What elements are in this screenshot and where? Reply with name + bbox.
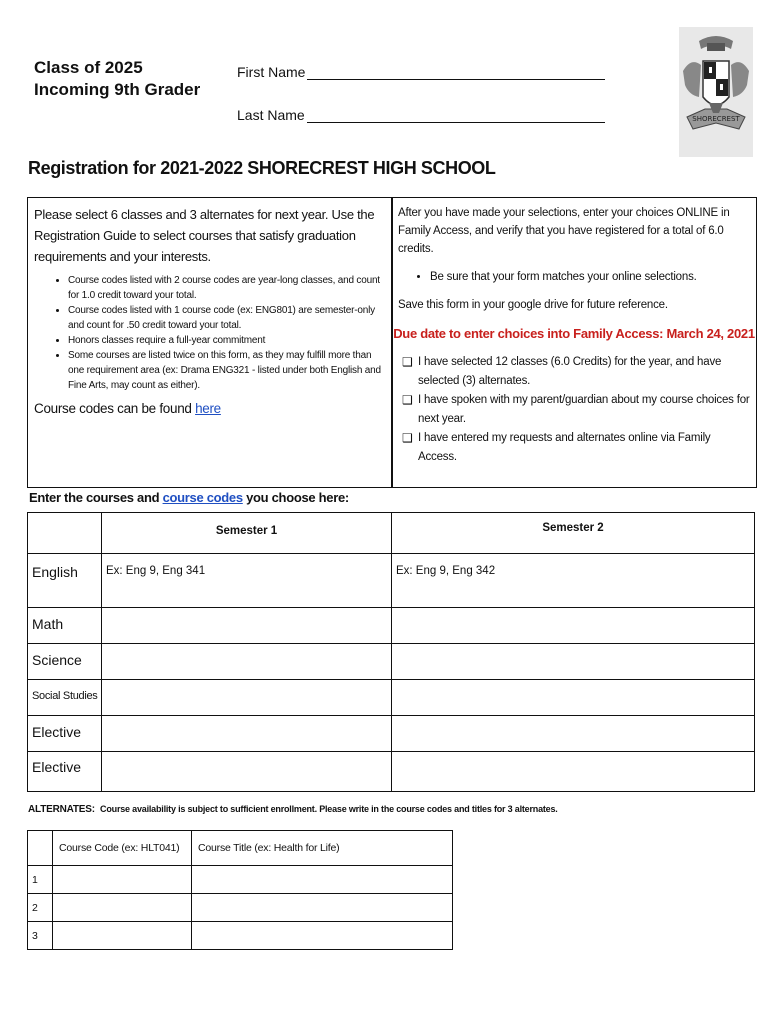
- table-row: [28, 644, 755, 680]
- svg-text:SHORECREST: SHORECREST: [692, 115, 740, 123]
- checklist-item[interactable]: ❑ I have spoken with my parent/guardian about my course choices for next year.: [402, 391, 750, 429]
- grade-line: Incoming 9th Grader: [34, 80, 201, 99]
- subject-label: English: [28, 554, 102, 608]
- alt-row: [28, 866, 453, 894]
- table-row: [28, 608, 755, 644]
- bullet-item: • Some courses are listed twice on this form, as they may fulfill more than one requirement area (ex: Drama ENG321 - listed under both English and Fine Arts, may count as either).: [68, 348, 384, 393]
- checklist: [392, 353, 756, 467]
- submission-bullets: [392, 268, 756, 286]
- alt-course-code-cell[interactable]: [53, 894, 192, 922]
- alternates-note: Course availability is subject to sufficient enrollment. Please write in the course codes and titles for 3 alternates.: [100, 804, 558, 814]
- checkbox-icon[interactable]: ❑: [402, 431, 413, 445]
- semester-2-cell[interactable]: [392, 716, 755, 752]
- table-header-row: [28, 513, 755, 554]
- bullet-item: • Honors classes require a full-year commitment: [68, 333, 384, 348]
- course-code-header: Course Code (ex: HLT041): [53, 831, 192, 866]
- class-line: Class of 2025: [34, 58, 143, 77]
- table-header-blank: [28, 513, 102, 554]
- semester-2-cell[interactable]: [392, 752, 755, 792]
- submission-intro: After you have made your selections, enter your choices ONLINE in Family Access, and verify that you have registered for a total of 6.0 credits.: [398, 207, 730, 255]
- alt-row: [28, 894, 453, 922]
- last-name-label: Last Name: [237, 107, 305, 123]
- alt-row-number: 2: [28, 894, 53, 922]
- course-codes-link[interactable]: course codes: [162, 490, 243, 505]
- table-row: [28, 752, 755, 792]
- last-name-field[interactable]: [307, 108, 605, 123]
- subject-label: Elective: [28, 716, 102, 752]
- checklist-item[interactable]: ❑ I have entered my requests and alternates online via Family Access.: [402, 429, 750, 467]
- table-row: [28, 716, 755, 752]
- semester-1-cell[interactable]: [102, 608, 392, 644]
- last-name-row: [237, 107, 605, 123]
- alt-course-title-cell[interactable]: [192, 894, 453, 922]
- alt-row-number: 1: [28, 866, 53, 894]
- semester-2-header: Semester 2: [392, 513, 755, 554]
- alt-header-blank: [28, 831, 53, 866]
- alternates-table: [27, 830, 453, 950]
- semester-1-header: Semester 1: [102, 513, 392, 554]
- subject-label: Social Studies: [28, 680, 102, 716]
- table-row: [28, 554, 755, 608]
- first-name-field[interactable]: [307, 65, 605, 80]
- instructions-bullets: [28, 273, 392, 393]
- bullet-item: • Course codes listed with 1 course code (ex: ENG801) are semester-only and count for .50 credit toward your total.: [68, 303, 384, 333]
- alt-course-code-cell[interactable]: [53, 866, 192, 894]
- subject-label: Elective: [28, 752, 102, 792]
- checklist-item[interactable]: ❑ I have selected 12 classes (6.0 Credits) for the year, and have selected (3) alternates.: [402, 353, 750, 391]
- first-name-label: First Name: [237, 64, 306, 80]
- alt-course-title-cell[interactable]: [192, 866, 453, 894]
- alt-row: [28, 922, 453, 950]
- semester-1-cell[interactable]: [102, 680, 392, 716]
- enter-courses-heading: Enter the courses and course codes you choose here:: [29, 490, 349, 505]
- alt-course-title-cell[interactable]: [192, 922, 453, 950]
- subject-label: Math: [28, 608, 102, 644]
- semester-1-cell[interactable]: [102, 644, 392, 680]
- course-codes-note: [28, 393, 392, 416]
- due-date-notice: Due date to enter choices into Family Access: March 24, 2021: [393, 326, 755, 341]
- school-crest-logo: [679, 27, 753, 157]
- alt-header-row: [28, 831, 453, 866]
- save-note: Save this form in your google drive for future reference.: [398, 299, 668, 311]
- first-name-row: [237, 64, 605, 80]
- instructions-intro: Please select 6 classes and 3 alternates for next year. Use the Registration Guide to select courses that satisfy graduation requirements and your interests.: [34, 207, 375, 264]
- class-year-heading: [34, 57, 200, 101]
- alt-course-code-cell[interactable]: [53, 922, 192, 950]
- alternates-heading: [28, 804, 558, 815]
- course-selection-table: [27, 512, 755, 792]
- semester-1-cell[interactable]: Ex: Eng 9, Eng 341: [102, 554, 392, 608]
- instructions-box: [27, 197, 393, 488]
- course-codes-link[interactable]: here: [195, 401, 221, 416]
- bullet-item: • Course codes listed with 2 course codes are year-long classes, and count for 1.0 credit toward your total.: [68, 273, 384, 303]
- semester-2-cell[interactable]: [392, 608, 755, 644]
- course-title-header: Course Title (ex: Health for Life): [192, 831, 453, 866]
- alternates-label: ALTERNATES:: [28, 804, 95, 815]
- semester-2-cell[interactable]: [392, 644, 755, 680]
- alt-row-number: 3: [28, 922, 53, 950]
- submission-box: [391, 197, 757, 488]
- page-title: Registration for 2021-2022 SHORECREST HIGH SCHOOL: [28, 158, 496, 178]
- semester-1-cell[interactable]: [102, 716, 392, 752]
- semester-1-cell[interactable]: [102, 752, 392, 792]
- bullet-item: • Be sure that your form matches your online selections.: [430, 268, 748, 286]
- subject-label: Science: [28, 644, 102, 680]
- table-row: [28, 680, 755, 716]
- course-codes-text: Course codes can be found: [34, 401, 196, 416]
- semester-2-cell[interactable]: Ex: Eng 9, Eng 342: [392, 554, 755, 608]
- checkbox-icon[interactable]: ❑: [402, 355, 413, 369]
- checkbox-icon[interactable]: ❑: [402, 393, 413, 407]
- semester-2-cell[interactable]: [392, 680, 755, 716]
